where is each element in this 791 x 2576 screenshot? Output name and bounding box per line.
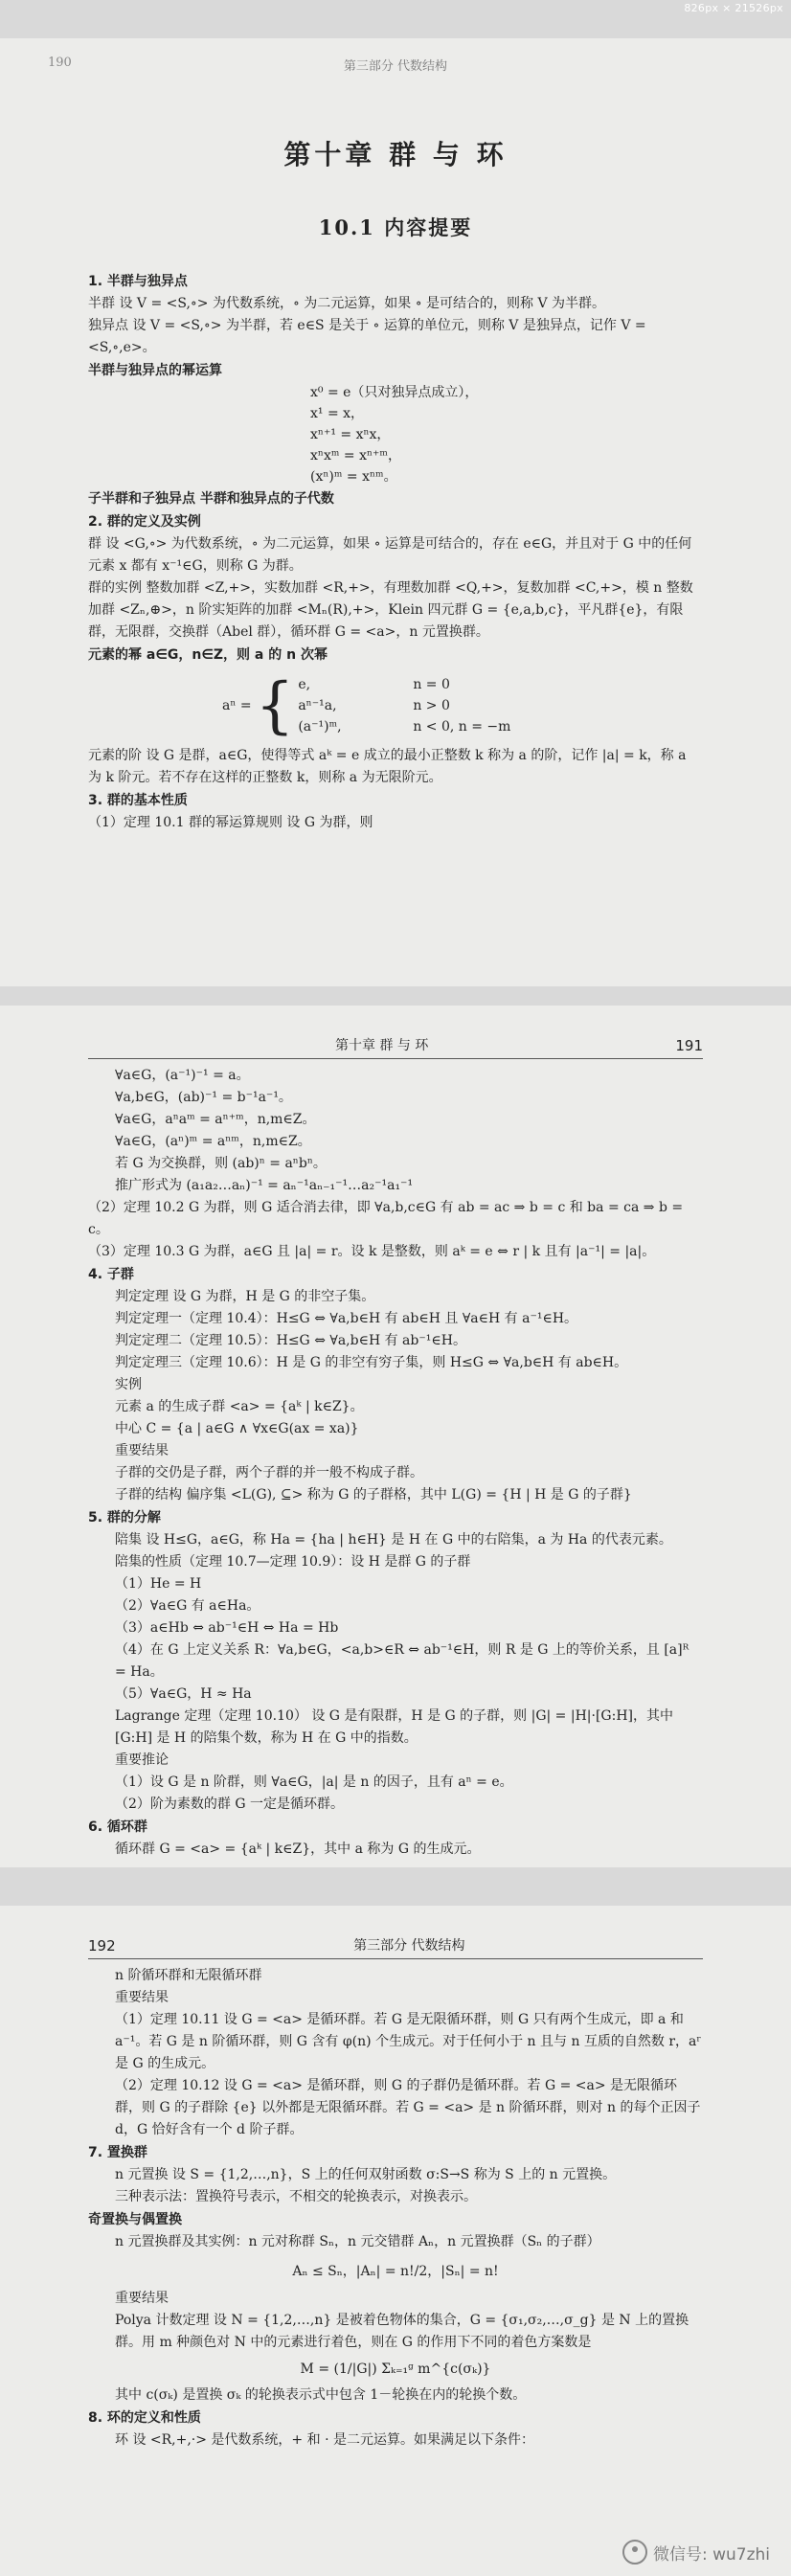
text-line: 重要推论 <box>115 1752 169 1768</box>
power-case-row <box>298 695 510 716</box>
text-line: 7. 置换群 <box>88 2145 147 2160</box>
text-line: 4. 子群 <box>88 1267 134 1282</box>
formula-line: xⁿ⁺¹ = xⁿx， <box>310 427 391 442</box>
text-line: 元素的阶 设 G 是群，a∈G，使得等式 aᵏ = e 成立的最小正整数 k 称为 a 的阶，记作 |a| = k，称 a 为 k 阶元。若不存在这样的正整数 k，则称 a 为无限阶元。 <box>88 748 687 785</box>
page-header <box>88 1931 703 1959</box>
page-192 <box>0 1906 791 2576</box>
text-line: （1）定理 10.11 设 G = <a> 是循环群。若 G 是无限循环群，则 G 只有两个生成元，即 a 和 a⁻¹。若 G 是 n 阶循环群，则 G 含有 φ(n) 个生成元。对于任何小于 n 且与 n 互质的自然数 r，aʳ 是 G 的生成元。 <box>115 2012 702 2071</box>
page-header <box>88 1030 703 1059</box>
text-line: n 阶循环群和无限循环群 <box>115 1968 262 1983</box>
text-line: 其中 c(σₖ) 是置换 σₖ 的轮换表示式中包含 1－轮换在内的轮换个数。 <box>115 2387 527 2403</box>
header-title: 第十章 群 与 环 <box>335 1038 429 1053</box>
text-block <box>88 2384 703 2452</box>
text-line: Polya 计数定理 设 N = {1,2,…,n} 是被着色物体的集合，G = {σ₁,σ₂,…,σ_g} 是 N 上的置换群。用 m 种颜色对 N 中的元素进行着色，则在 G 的作用下不同的着色方案数是 <box>115 2313 689 2350</box>
power-definition-lhs: aⁿ = <box>222 698 252 713</box>
power-definition <box>88 672 703 739</box>
text-line: （2）定理 10.2 G 为群，则 G 适合消去律，即 ∀a,b,c∈G 有 ab = ac ⇒ b = c 和 ba = ca ⇒ b = c。 <box>88 1200 684 1237</box>
text-line: 8. 环的定义和性质 <box>88 2410 201 2426</box>
text-line: （3）定理 10.3 G 为群，a∈G 且 |a| = r。设 k 是整数，则 aᵏ = e ⇔ r | k 且有 |a⁻¹| = |a|。 <box>88 1244 656 1259</box>
case-value: aⁿ⁻¹a, <box>298 698 337 713</box>
text-line: 实例 <box>115 1377 142 1392</box>
text-line: 三种表示法：置换符号表示，不相交的轮换表示，对换表示。 <box>115 2189 477 2204</box>
formula-line: (xⁿ)ᵐ = xⁿᵐ。 <box>310 469 397 485</box>
text-line: 中心 C = {a | a∈G ∧ ∀x∈G(ax = xa)} <box>115 1421 359 1436</box>
running-header <box>0 56 791 74</box>
formula-line: x⁰ = e（只对独异点成立）， <box>310 385 479 400</box>
section-title: 10.1 内容提要 <box>318 215 473 239</box>
text-line: ∀a,b∈G，(ab)⁻¹ = b⁻¹a⁻¹。 <box>115 1090 292 1105</box>
text-line: 元素 a 的生成子群 <a> = {aᵏ | k∈Z}。 <box>115 1399 364 1414</box>
text-line: 推广形式为 (a₁a₂…aₙ)⁻¹ = aₙ⁻¹aₙ₋₁⁻¹…a₂⁻¹a₁⁻¹ <box>115 1178 414 1193</box>
case-condition: n > 0 <box>413 698 450 713</box>
formula-polya: M = (1/|G|) Σₖ₌₁ᵍ m^{c(σₖ)} <box>300 2361 491 2377</box>
watermark <box>622 2540 770 2565</box>
text-block <box>88 1965 703 2253</box>
text-line: 环 设 <R,+,·> 是代数系统，+ 和 · 是二元运算。如果满足以下条件： <box>115 2432 534 2448</box>
power-cases <box>298 674 510 737</box>
text-line: 奇置换与偶置换 <box>88 2212 182 2227</box>
power-case-row <box>298 716 510 737</box>
text-line: （1）He = H <box>115 1576 202 1592</box>
text-line: 子群的交仍是子群，两个子群的并一般不构成子群。 <box>115 1465 423 1480</box>
text-line: 子群的结构 偏序集 <L(G), ⊆> 称为 G 的子群格，其中 L(G) = {H | H 是 G 的子群} <box>115 1487 632 1503</box>
text-line: ∀a∈G，(a⁻¹)⁻¹ = a。 <box>115 1068 250 1083</box>
formula-line: x¹ = x， <box>310 406 365 421</box>
text-line: 循环群 G = <a> = {aᵏ | k∈Z}，其中 a 称为 G 的生成元。 <box>115 1842 481 1857</box>
case-value: e, <box>298 677 311 692</box>
text-line: 陪集的性质（定理 10.7—定理 10.9）：设 H 是群 G 的子群 <box>115 1554 471 1570</box>
case-condition: n < 0, n = −m <box>413 719 511 734</box>
text-line: 群的实例 整数加群 <Z,+>，实数加群 <R,+>，有理数加群 <Q,+>，复数加群 <C,+>，模 n 整数加群 <Zₙ,⊕>，n 阶实矩阵的加群 <Mₙ(R),+>，Klein 四元群 G = {e,a,b,c}，平凡群{e}，有限群，无限群，交换群（Abel 群），循环群 G = <a>，n 元置换群。 <box>88 580 693 640</box>
header-title: 第三部分 代数结构 <box>353 1938 465 1954</box>
text-line: （3）a∈Hb ⇔ ab⁻¹∈H ⇔ Ha = Hb <box>115 1620 339 1636</box>
text-line: 2. 群的定义及实例 <box>88 514 201 530</box>
text-line: 半群与独异点的幂运算 <box>88 363 222 378</box>
formula-alternating-group: Aₙ ≤ Sₙ，|Aₙ| = n!/2，|Sₙ| = n! <box>292 2264 499 2279</box>
text-line: n 元置换群及其实例：n 元对称群 Sₙ，n 元交错群 Aₙ，n 元置换群（Sₙ 的子群） <box>115 2234 600 2249</box>
text-line: 半群 设 V = <S,∘> 为代数系统，∘ 为二元运算，如果 ∘ 是可结合的，则称 V 为半群。 <box>88 296 606 311</box>
text-line: 元素的幂 a∈G，n∈Z，则 a 的 n 次幂 <box>88 647 328 663</box>
brace-glyph: { <box>255 670 295 741</box>
page-190 <box>0 38 791 986</box>
text-line: 重要结果 <box>115 1443 169 1458</box>
text-line: 若 G 为交换群，则 (ab)ⁿ = aⁿbⁿ。 <box>115 1156 327 1171</box>
text-block <box>88 487 703 667</box>
text-line: 重要结果 <box>115 1990 169 2005</box>
text-line: 判定定理二（定理 10.5）：H≤G ⇔ ∀a,b∈H 有 ab⁻¹∈H。 <box>115 1333 466 1348</box>
text-line: 判定定理三（定理 10.6）：H 是 G 的非空有穷子集，则 H≤G ⇔ ∀a,b∈H 有 ab∈H。 <box>115 1355 628 1370</box>
image-size-label: 826px × 21526px <box>684 2 783 14</box>
wechat-icon <box>622 2540 647 2565</box>
text-line: 5. 群的分解 <box>88 1510 161 1525</box>
case-value: (a⁻¹)ᵐ, <box>298 719 342 734</box>
text-line: （2）阶为素数的群 G 一定是循环群。 <box>115 1796 344 1812</box>
text-line: （1）设 G 是 n 阶群，则 ∀a∈G，|a| 是 n 的因子，且有 aⁿ = e。 <box>115 1774 513 1790</box>
page-number: 191 <box>675 1037 703 1054</box>
power-rules <box>88 382 703 487</box>
chapter-title: 第十章 群 与 环 <box>283 139 508 170</box>
text-line: 3. 群的基本性质 <box>88 793 188 808</box>
text-block <box>88 2288 703 2354</box>
power-case-row <box>298 674 510 695</box>
text-block <box>88 1065 703 1861</box>
text-line: 重要结果 <box>115 2291 169 2306</box>
text-line: 判定定理 设 G 为群，H 是 G 的非空子集。 <box>115 1289 375 1304</box>
text-line: （5）∀a∈G，H ≈ Ha <box>115 1686 252 1702</box>
text-line: Lagrange 定理（定理 10.10） 设 G 是有限群，H 是 G 的子群，则 |G| = |H|·[G:H]，其中 [G:H] 是 H 的陪集个数，称为 H 在 G 中的指数。 <box>115 1708 673 1746</box>
text-line: 判定定理一（定理 10.4）：H≤G ⇔ ∀a,b∈H 有 ab∈H 且 ∀a∈H 有 a⁻¹∈H。 <box>115 1311 578 1326</box>
text-line: （2）∀a∈G 有 a∈Ha。 <box>115 1598 260 1614</box>
page-191 <box>0 1006 791 1867</box>
text-line: （2）定理 10.12 设 G = <a> 是循环群，则 G 的子群仍是循环群。若 G = <a> 是无限循环群，则 G 的子群除 {e} 以外都是无限循环群。若 G = <a> 是 n 阶循环群，则对 n 的每个正因子 d，G 恰好含有一个 d 阶子群。 <box>115 2078 701 2137</box>
text-line: ∀a∈G，aⁿaᵐ = aⁿ⁺ᵐ，n,m∈Z。 <box>115 1112 316 1127</box>
text-line: 陪集 设 H≤G，a∈G，称 Ha = {ha | h∈H} 是 H 在 G 中的右陪集，a 为 Ha 的代表元素。 <box>115 1532 672 1548</box>
running-header-text: 第三部分 代数结构 <box>343 59 448 74</box>
formula-line: xⁿxᵐ = xⁿ⁺ᵐ， <box>310 448 401 463</box>
text-line: 群 设 <G,∘> 为代数系统，∘ 为二元运算，如果 ∘ 运算是可结合的，存在 e∈G，并且对于 G 中的任何元素 x 都有 x⁻¹∈G，则称 G 为群。 <box>88 536 692 574</box>
case-condition: n = 0 <box>413 677 450 692</box>
text-line: 1. 半群与独异点 <box>88 274 188 289</box>
page-number: 190 <box>48 56 72 70</box>
text-block <box>88 270 703 382</box>
text-line: （4）在 G 上定义关系 R：∀a,b∈G，<a,b>∈R ⇔ ab⁻¹∈H，则 R 是 G 上的等价关系，且 [a]ᴿ = Ha。 <box>115 1642 689 1680</box>
text-line: n 元置换 设 S = {1,2,…,n}，S 上的任何双射函数 σ:S→S 称为 S 上的 n 元置换。 <box>115 2167 617 2182</box>
text-line: ∀a∈G，(aⁿ)ᵐ = aⁿᵐ，n,m∈Z。 <box>115 1134 311 1149</box>
text-line: 6. 循环群 <box>88 1819 147 1835</box>
text-line: 独异点 设 V = <S,∘> 为半群，若 e∈S 是关于 ∘ 运算的单位元，则称 V 是独异点，记作 V = <S,∘,e>。 <box>88 318 646 355</box>
text-line: 子半群和子独异点 半群和独异点的子代数 <box>88 491 334 507</box>
text-block <box>88 745 703 834</box>
page-number: 192 <box>88 1937 116 1955</box>
watermark-text: 微信号: wu7zhi <box>652 2544 770 2565</box>
text-line: （1）定理 10.1 群的幂运算规则 设 G 为群，则 <box>88 815 373 830</box>
